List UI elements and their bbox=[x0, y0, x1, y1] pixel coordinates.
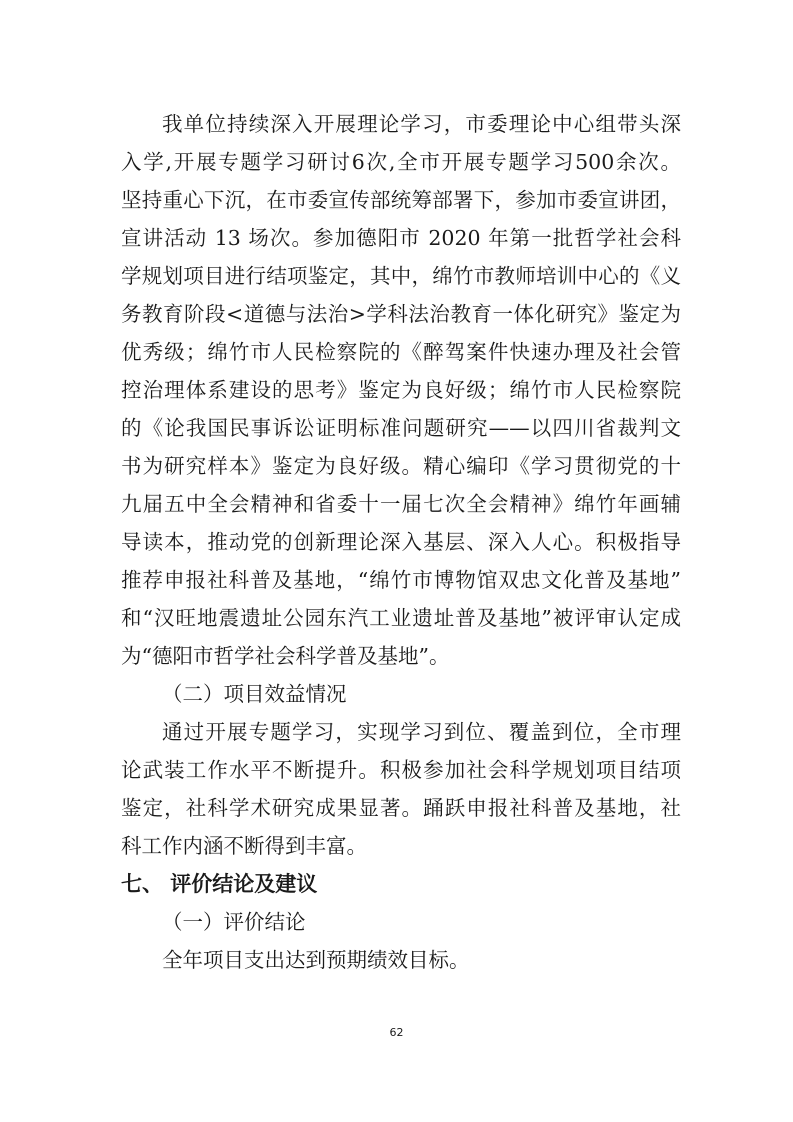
subheading: （一）评价结论 bbox=[162, 910, 306, 934]
paragraph-line: 通过开展专题学习，实现学习到位、覆盖到位，全市理 bbox=[162, 720, 681, 744]
paragraph-line: 九届五中全会精神和省委十一届七次全会精神》绵竹年画辅 bbox=[121, 492, 681, 516]
subheading: （二）项目效益情况 bbox=[162, 682, 347, 706]
page-number: 62 bbox=[389, 1026, 404, 1039]
paragraph-line: 导读本，推动党的创新理论深入基层、深入人心。积极指导 bbox=[121, 530, 681, 554]
paragraph-line: 优秀级；绵竹市人民检察院的《醉驾案件快速办理及社会管 bbox=[121, 340, 681, 364]
paragraph-line: 鉴定，社科学术研究成果显著。踊跃申报社科普及基地，社 bbox=[121, 796, 681, 820]
paragraph-line: 书为研究样本》鉴定为良好级。精心编印《学习贯彻党的十 bbox=[121, 454, 681, 478]
section-heading: 七、 评价结论及建议 bbox=[121, 872, 318, 896]
paragraph-line: 科工作内涵不断得到丰富。 bbox=[121, 834, 367, 858]
paragraph-line: 坚持重心下沉，在市委宣传部统筹部署下，参加市委宣讲团， bbox=[121, 188, 681, 212]
paragraph-line: 和“汉旺地震遗址公园东汽工业遗址普及基地”被评审认定成 bbox=[121, 606, 681, 630]
paragraph-line: 为“德阳市哲学社会科学普及基地”。 bbox=[121, 644, 450, 668]
paragraph-line: 我单位持续深入开展理论学习，市委理论中心组带头深 bbox=[162, 112, 681, 136]
paragraph-line: 控治理体系建设的思考》鉴定为良好级；绵竹市人民检察院 bbox=[121, 378, 681, 402]
paragraph-line: 宣讲活动 13 场次。参加德阳市 2020 年第一批哲学社会科 bbox=[121, 226, 681, 250]
paragraph-line: 务教育阶段<道德与法治>学科法治教育一体化研究》鉴定为 bbox=[121, 302, 681, 326]
paragraph-line: 推荐申报社科普及基地，“绵竹市博物馆双忠文化普及基地” bbox=[121, 568, 681, 592]
paragraph-line: 入学,开展专题学习研讨6次,全市开展专题学习500余次。 bbox=[121, 150, 681, 174]
paragraph-line: 全年项目支出达到预期绩效目标。 bbox=[162, 948, 470, 972]
paragraph-line: 学规划项目进行结项鉴定，其中，绵竹市教师培训中心的《义 bbox=[121, 264, 681, 288]
paragraph-line: 的《论我国民事诉讼证明标准问题研究——以四川省裁判文 bbox=[121, 416, 681, 440]
paragraph-line: 论武装工作水平不断提升。积极参加社会科学规划项目结项 bbox=[121, 758, 681, 782]
